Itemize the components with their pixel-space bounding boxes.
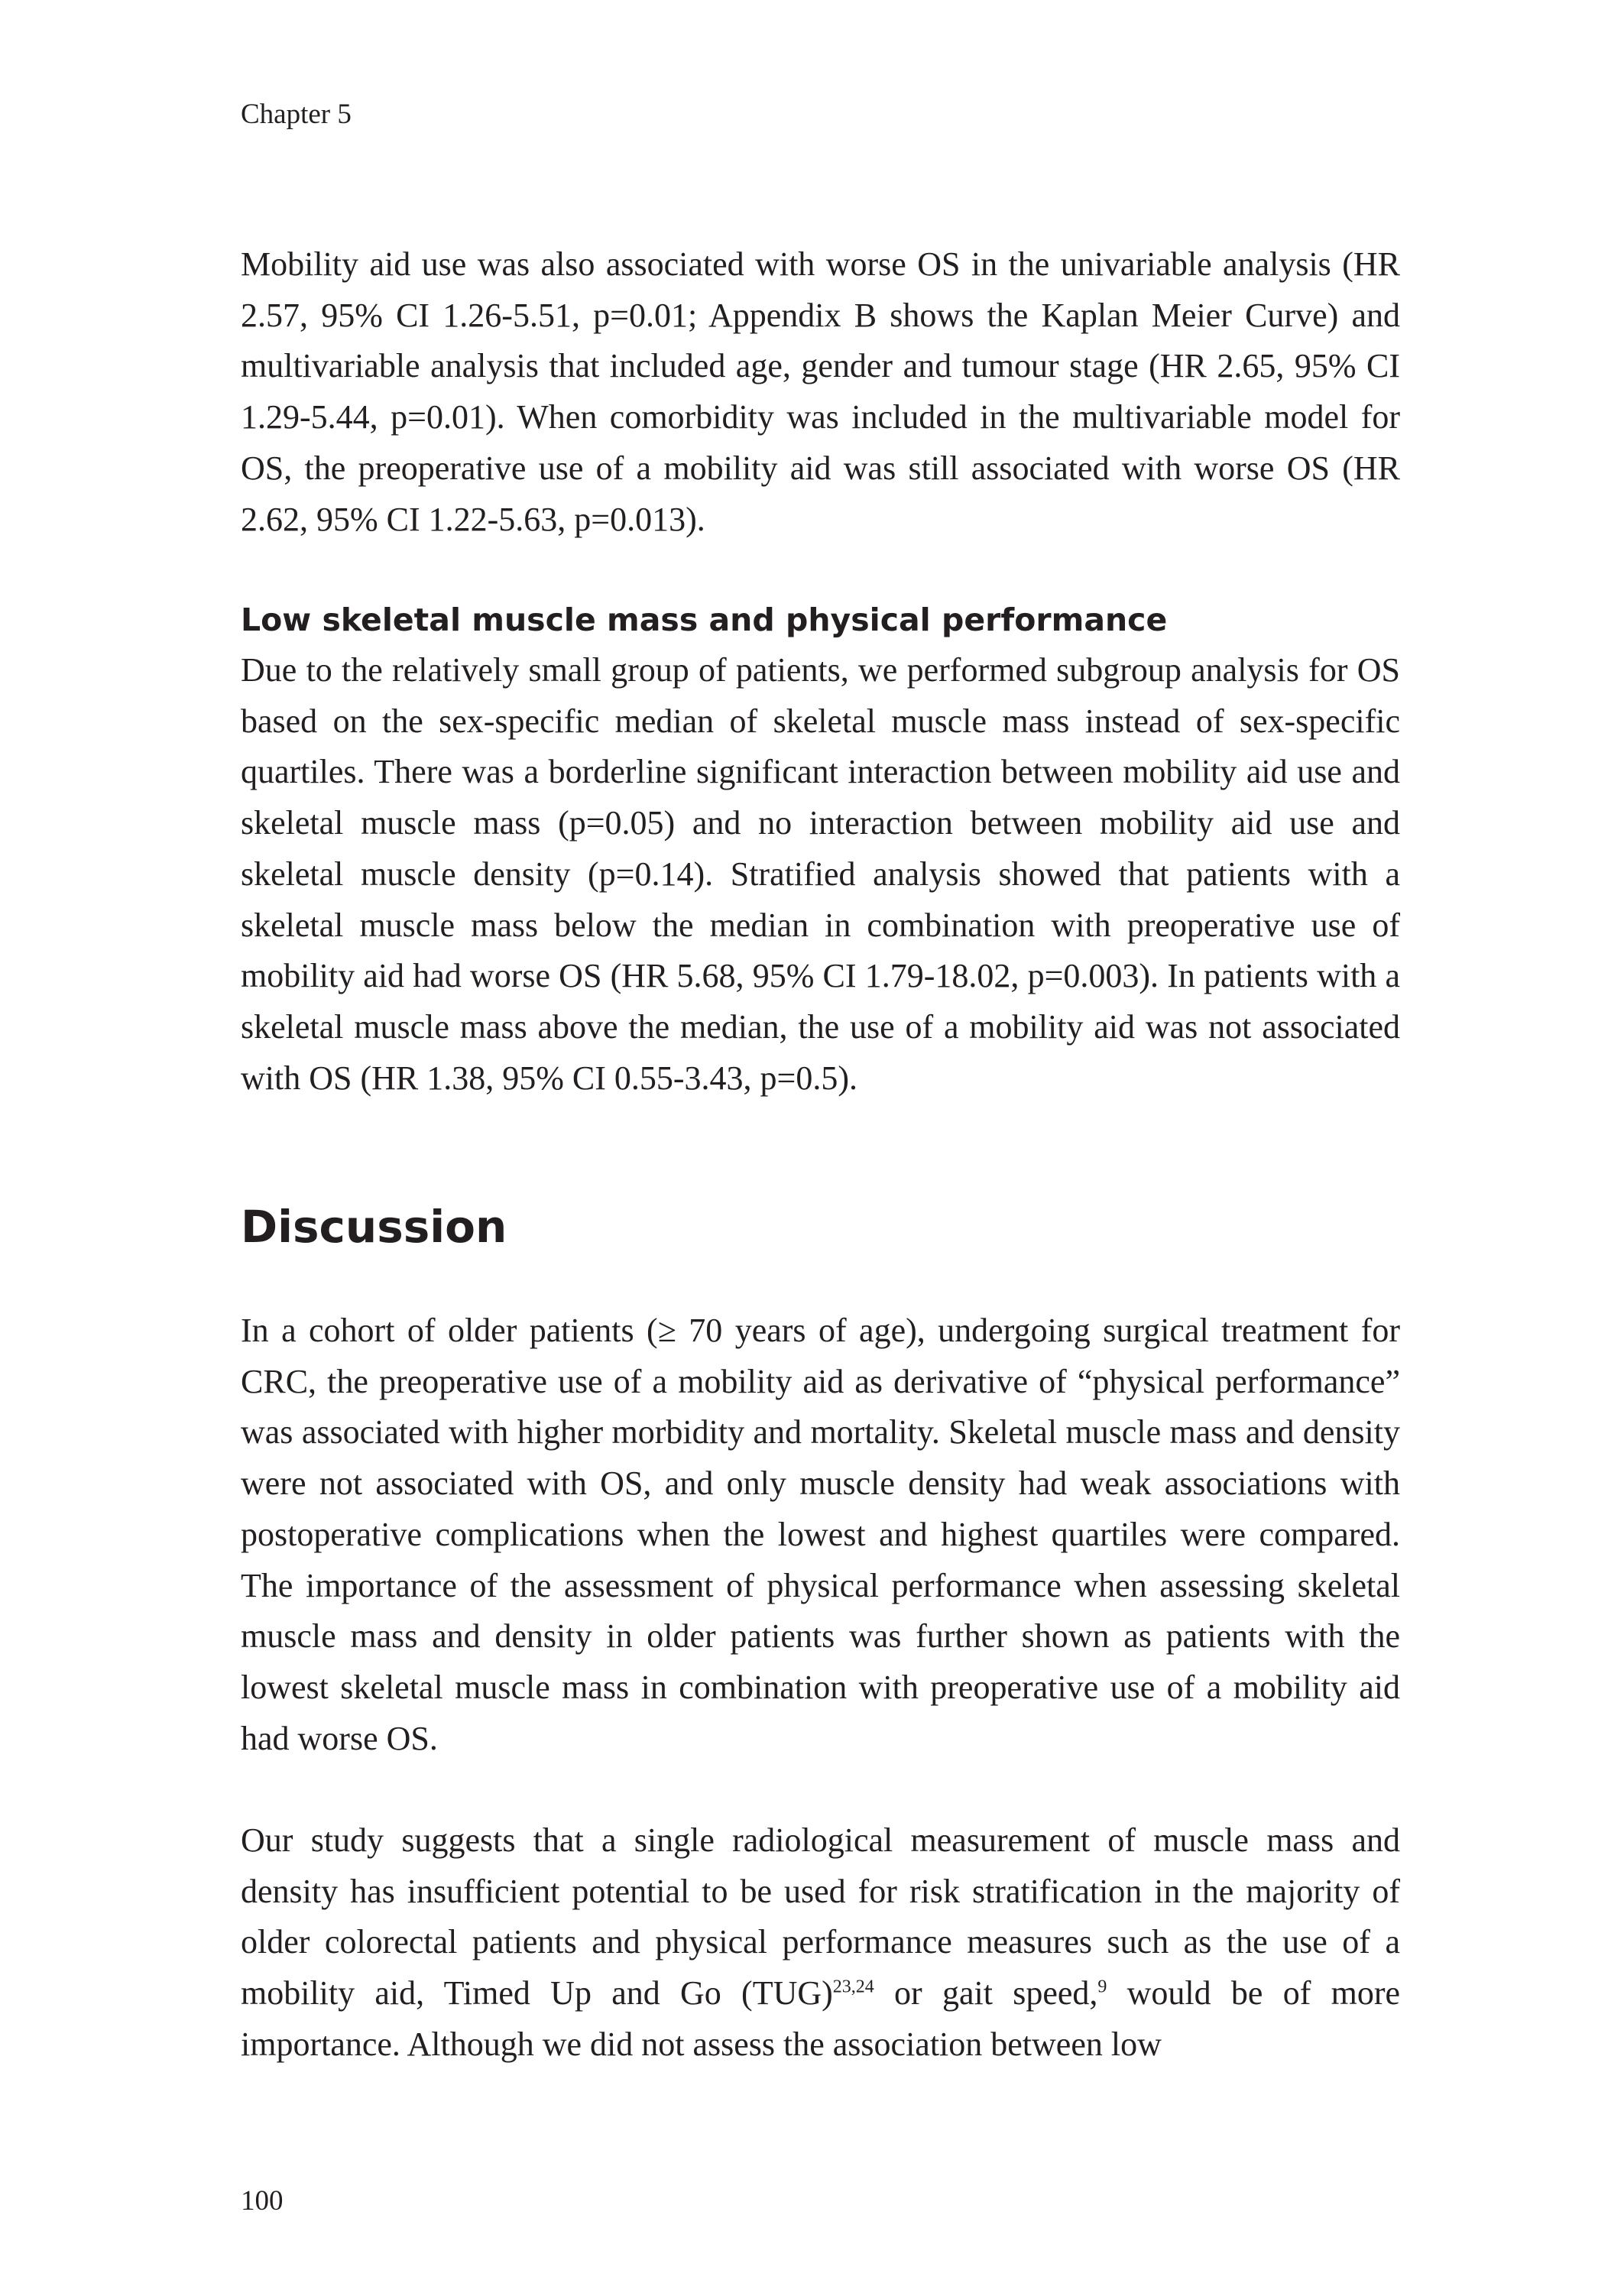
paragraph-text: or gait speed, [874,1974,1098,2012]
paragraph-subgroup-analysis: Due to the relatively small group of patients, we performed subgroup analysis for OS based on the sex-specific median of skeletal muscle mass instead of sex-specific quartiles. There was a borderline significant interaction between mobility aid use and skeletal muscle mass (p=0.05) and no interaction between mobility aid use and skeletal muscle density (p=0.14). Stratified analysis showed that patients with a skeletal muscle mass below the median in combination with preoperative use of mobility aid had worse OS (HR 5.68, 95% CI 1.79-18.02, p=0.003). In patients with a skeletal muscle mass above the median, the use of a mobility aid was not associated with OS (HR 1.38, 95% CI 0.55-3.43, p=0.5). [241,651,1400,1097]
paragraph-mobility-aid-os: Mobility aid use was also associated with worse OS in the univariable analysis (HR 2.57, 95% CI 1.26-5.51, p=0.01; Appendix B shows the Kaplan Meier Curve) and multivariable analysis that included age, gender and tumour stage (HR 2.65, 95% CI 1.29-5.44, p=0.01). When comorbidity was included in the multivariable model for OS, the preoperative use of a mobility aid was still associated with worse OS (HR 2.62, 95% CI 1.22-5.63, p=0.013). [241,245,1400,538]
paragraph-text: Our study suggests that a single radiological measurement of muscle mass and density has insufficient potential to be used for risk stratification in the majority of older colorectal patients and physical performance measures such as the use of a mobility aid, Timed Up and Go (TUG) [241,1821,1400,2012]
paragraph-discussion-risk [241,1815,1400,2071]
running-head: Chapter 5 [241,99,352,130]
reference-superscript: 23,24 [832,1977,874,1997]
results-block-subgroup [241,595,1400,1104]
section-title-discussion: Discussion [241,1201,507,1253]
reference-superscript: 9 [1097,1977,1107,1997]
subsection-heading: Low skeletal muscle mass and physical performance [241,602,1168,638]
page-number: 100 [241,2185,284,2217]
results-block-mobility-aid [241,239,1400,545]
discussion-block-1 [241,1305,1400,1764]
paragraph-discussion-summary: In a cohort of older patients (≥ 70 years of age), undergoing surgical treatment for CRC, the preoperative use of a mobility aid as derivative of “physical performance” was associated with higher morbidity and mortality. Skeletal muscle mass and density were not associated with OS, and only muscle density had weak associations with postoperative complications when the lowest and highest quartiles were compared. The importance of the assessment of physical performance when assessing skeletal muscle mass and density in older patients was further shown as patients with the lowest skeletal muscle mass in combination with preoperative use of a mobility aid had worse OS. [241,1312,1400,1757]
discussion-block-2 [241,1815,1400,2071]
paragraph-text: would be of more importance. Although we did not assess the association between low [241,1974,1401,2063]
